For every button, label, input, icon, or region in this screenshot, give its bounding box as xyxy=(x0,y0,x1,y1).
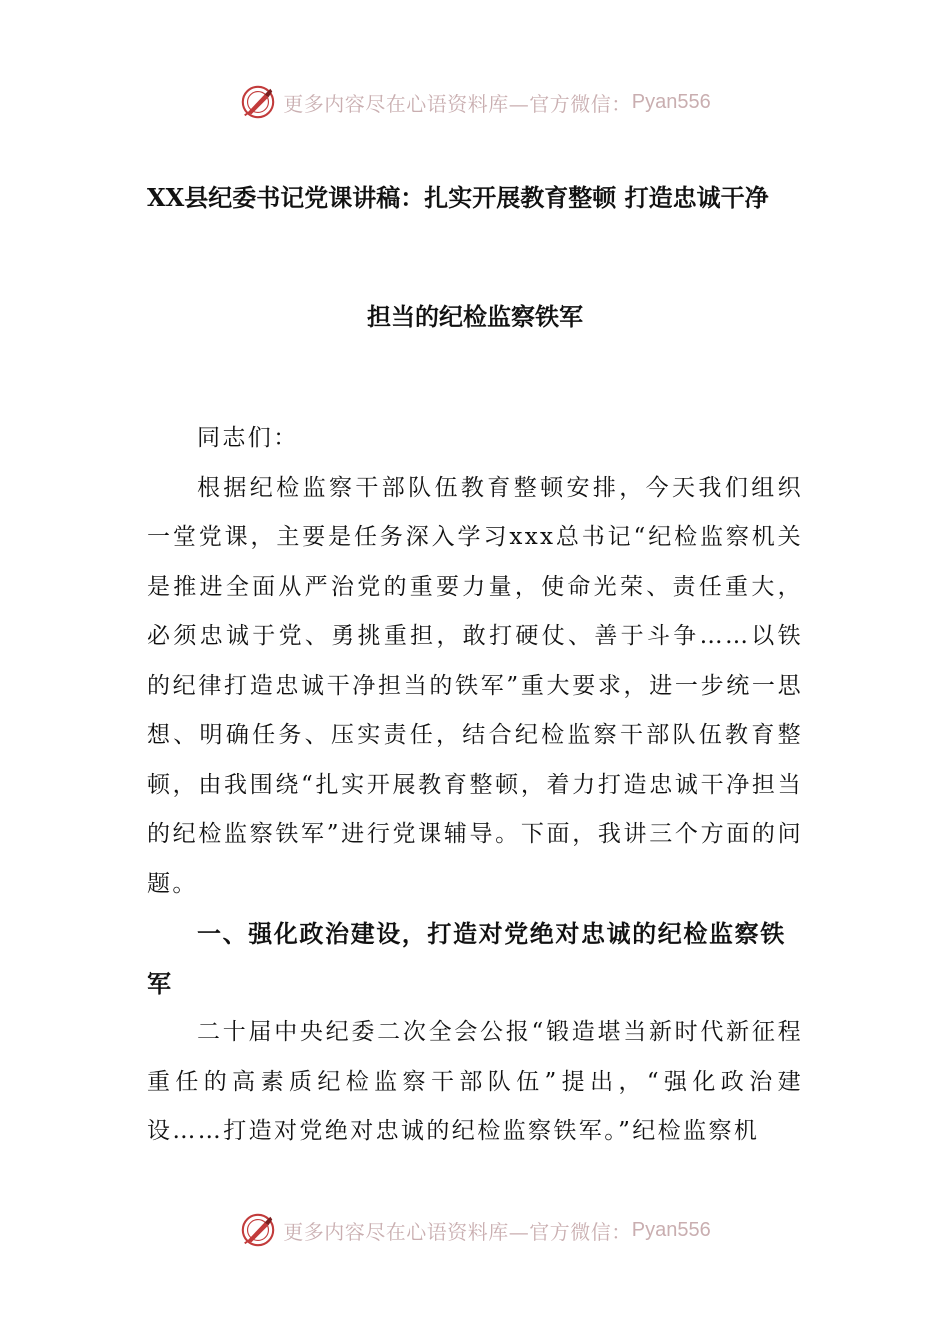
document-body xyxy=(147,414,803,1157)
watermark-banner-bottom xyxy=(0,1208,950,1252)
pen-seal-icon xyxy=(239,1211,277,1249)
paragraph-section1: 二十届中央纪委二次全会公报“锻造堪当新时代新征程重任的高素质纪检监察干部队伍”提出，“强化政治建设……打造对党绝对忠诚的纪检监察铁军。”纪检监察机 xyxy=(147,1019,803,1144)
salutation: 同志们： xyxy=(197,425,299,451)
watermark-text: 更多内容尽在心语资料库—官方微信： xyxy=(283,1219,632,1244)
document-title-line2: 担当的纪检监察铁军 xyxy=(367,302,583,331)
watermark-text: 更多内容尽在心语资料库—官方微信： xyxy=(283,91,632,116)
pen-seal-icon xyxy=(239,83,277,121)
document-title-line1: XX县纪委书记党课讲稿：扎实开展教育整顿 打造忠诚干净 xyxy=(147,183,769,212)
section-heading-1: 一、强化政治建设，打造对党绝对忠诚的纪检监察铁军 xyxy=(147,919,786,998)
watermark-handle: Pyan556 xyxy=(631,1218,711,1241)
paragraph-intro: 根据纪检监察干部队伍教育整顿安排，今天我们组织一堂党课，主要是任务深入学习xxx总书记“纪检监察机关是推进全面从严治党的重要力量，使命光荣、责任重大，必须忠诚于党、勇挑重担，敢打硬仗、善于斗争……以铁的纪律打造忠诚干净担当的铁军”重大要求，进一步统一思想、明确任务、压实责任，结合纪检监察干部队伍教育整顿，由我围绕“扎实开展教育整顿，着力打造忠诚干净担当的纪检监察铁军”进行党课辅导。下面，我讲三个方面的问题。 xyxy=(147,474,803,897)
watermark-banner-top xyxy=(0,80,950,124)
watermark-handle: Pyan556 xyxy=(631,90,711,113)
